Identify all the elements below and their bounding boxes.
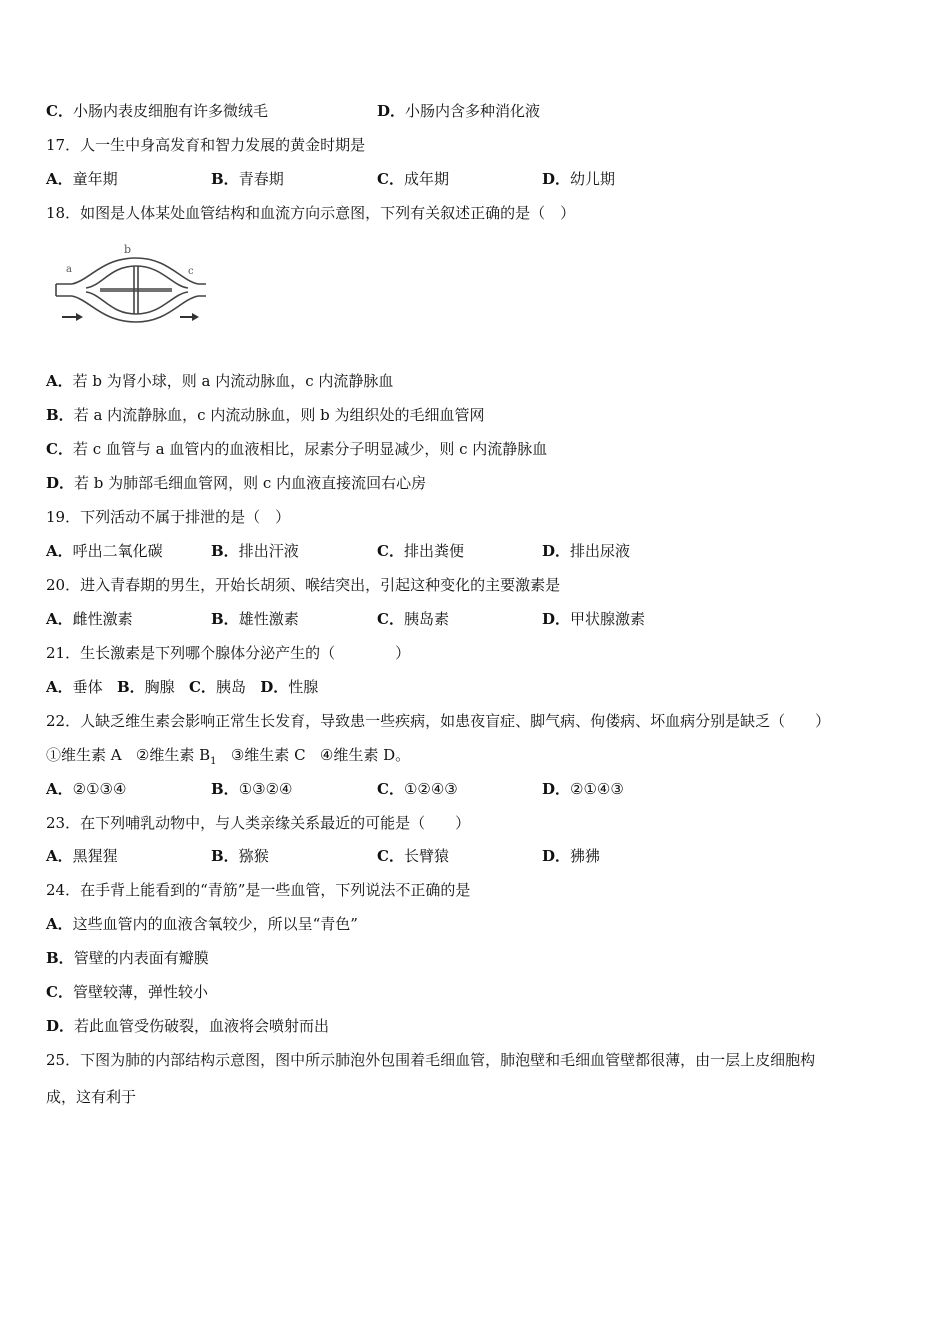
q16-option-c (46, 101, 268, 121)
option-text: 雄性激素 (238, 610, 299, 628)
option-label: A． (46, 678, 73, 696)
blood-vessel-diagram (50, 240, 210, 332)
q17-option-c (377, 169, 449, 189)
label-a: a (66, 264, 72, 275)
option-label: B． (211, 847, 239, 865)
vitamin-d: ④维生素 D。 (319, 746, 411, 764)
option-label: D． (542, 780, 571, 798)
vitamin-b-text: ②维生素 B (135, 746, 211, 764)
q22-option-b (211, 779, 292, 799)
vitamin-b1 (135, 746, 217, 767)
q20-stem: 20．进入青春期的男生，开始长胡须、喉结突出，引起这种变化的主要激素是 (46, 576, 561, 594)
option-text: 呼出二氧化碳 (72, 542, 163, 560)
option-label: B． (211, 780, 239, 798)
q17-option-d (542, 169, 615, 189)
option-text: 性腺 (288, 678, 319, 696)
option-text: 排出汗液 (238, 542, 299, 560)
option-text: ①②④③ (403, 780, 458, 798)
option-label: C． (46, 983, 73, 1001)
option-text: 排出尿液 (570, 542, 631, 560)
flow-arrow-out (180, 313, 199, 321)
q19-option-d (542, 541, 630, 561)
option-label: D． (260, 678, 289, 696)
option-text: ②①③④ (72, 780, 127, 798)
q22-option-c (377, 779, 458, 799)
q20-option-c (377, 609, 449, 629)
option-text: 若 b 为肾小球，则 a 内流动脉血，c 内流静脉血 (72, 372, 394, 390)
q19-option-b (211, 541, 299, 561)
option-text: 若此血管受伤破裂，血液将会喷射而出 (74, 1017, 330, 1035)
option-label: B． (211, 610, 239, 628)
option-label: C． (46, 440, 73, 458)
vessel-c (198, 284, 206, 296)
option-text: 黑猩猩 (72, 847, 118, 865)
option-text: 管壁的内表面有瓣膜 (73, 949, 209, 967)
option-label: C． (46, 102, 73, 120)
option-text: 成年期 (403, 170, 449, 188)
q23-stem: 23．在下列哺乳动物中，与人类亲缘关系最近的可能是（ ） (46, 814, 471, 832)
q17-stem: 17．人一生中身高发育和智力发展的黄金时期是 (46, 136, 366, 154)
q18-option-c (46, 439, 547, 459)
q19-option-c (377, 541, 464, 561)
option-text: 垂体 (72, 678, 103, 696)
option-text: ②①④③ (570, 780, 624, 798)
q24-stem: 24．在手背上能看到的“青筋”是一些血管，下列说法不正确的是 (46, 881, 471, 899)
option-label: C． (377, 780, 404, 798)
option-label: B． (46, 406, 74, 424)
vitamin-c: ③维生素 C (230, 746, 306, 764)
option-label: A． (46, 170, 73, 188)
q18-option-b (46, 405, 484, 425)
q17-option-b (211, 169, 284, 189)
option-text: 若 a 内流静脉血，c 内流动脉血，则 b 为组织处的毛细血管网 (73, 406, 485, 424)
q17-option-a (46, 169, 118, 189)
option-text: 猕猴 (238, 847, 269, 865)
option-text: 管壁较薄，弹性较小 (72, 983, 208, 1001)
option-label: D． (542, 610, 571, 628)
option-label: A． (46, 847, 73, 865)
vitamin-a: ①维生素 A (46, 746, 122, 764)
option-text: 若 c 血管与 a 血管内的血液相比，尿素分子明显减少，则 c 内流静脉血 (72, 440, 548, 458)
label-c: c (188, 266, 194, 277)
vessel-b-outer (72, 258, 198, 284)
option-text: 胰岛 (215, 678, 246, 696)
option-label: D． (542, 847, 571, 865)
q23-option-a (46, 846, 118, 866)
option-label: C． (377, 170, 404, 188)
option-label: A． (46, 780, 73, 798)
option-label: C． (377, 610, 404, 628)
q16-option-d (377, 101, 540, 121)
q23-option-c (377, 846, 449, 866)
q22-option-a (46, 779, 126, 799)
q22-option-d (542, 779, 624, 799)
q19-stem: 19．下列活动不属于排泄的是（ ） (46, 508, 291, 526)
option-label: D． (542, 170, 571, 188)
option-label: C． (377, 847, 404, 865)
option-label: A． (46, 542, 73, 560)
option-text: 童年期 (72, 170, 118, 188)
q24-option-c (46, 982, 208, 1002)
option-label: D． (542, 542, 571, 560)
option-text: 排出粪便 (403, 542, 464, 560)
option-label: B． (211, 170, 239, 188)
option-label: B． (46, 949, 74, 967)
q21-stem: 21．生长激素是下列哪个腺体分泌产生的（ ） (46, 644, 411, 662)
option-label: A． (46, 372, 73, 390)
vessel-a (56, 284, 72, 296)
q24-option-b (46, 948, 209, 968)
option-text: 狒狒 (570, 847, 601, 865)
option-label: B． (211, 542, 239, 560)
q23-option-b (211, 846, 269, 866)
option-text: 雌性激素 (72, 610, 133, 628)
q18-stem: 18．如图是人体某处血管结构和血流方向示意图，下列有关叙述正确的是（ ） (46, 204, 576, 222)
q22-stem: 22．人缺乏维生素会影响正常生长发育，导致患一些疾病，如患夜盲症、脚气病、佝偻病、坏血病分别是缺乏（ ） (46, 712, 831, 730)
option-text: 小肠内含多种消化液 (405, 102, 541, 120)
q18-option-a (46, 371, 393, 391)
q21-options (46, 677, 318, 697)
q25-stem-line1: 25．下图为肺的内部结构示意图，图中所示肺泡外包围着毛细血管，肺泡壁和毛细血管壁都很薄，由一层上皮细胞构 (46, 1051, 816, 1069)
option-text: 青春期 (238, 170, 284, 188)
option-text: ①③②④ (238, 780, 293, 798)
option-label: B． (116, 678, 145, 696)
option-label: D． (377, 102, 406, 120)
option-label: C． (377, 542, 404, 560)
option-label: D． (46, 474, 75, 492)
q25-stem-line2: 成，这有利于 (46, 1088, 137, 1106)
option-label: D． (46, 1017, 75, 1035)
option-text: 若 b 为肺部毛细血管网，则 c 内血液直接流回右心房 (74, 474, 427, 492)
option-text: 胰岛素 (403, 610, 449, 628)
option-label: C． (188, 678, 216, 696)
q23-option-d (542, 846, 600, 866)
option-text: 甲状腺激素 (570, 610, 646, 628)
q20-option-a (46, 609, 133, 629)
option-label: A． (46, 915, 73, 933)
flow-arrow-in (62, 313, 83, 321)
option-label: A． (46, 610, 73, 628)
q19-option-a (46, 541, 163, 561)
q20-option-b (211, 609, 299, 629)
q24-option-a (46, 914, 358, 934)
label-b: b (124, 243, 132, 256)
option-text: 小肠内表皮细胞有许多微绒毛 (72, 102, 268, 120)
option-text: 胸腺 (144, 678, 175, 696)
option-text: 长臂猿 (403, 847, 449, 865)
option-text: 这些血管内的血液含氧较少，所以呈“青色” (72, 915, 358, 933)
q22-vitamin-list (46, 745, 410, 772)
vitamin-b-subscript: 1 (210, 756, 217, 767)
q20-option-d (542, 609, 645, 629)
q18-option-d (46, 473, 426, 493)
option-text: 幼儿期 (570, 170, 616, 188)
q24-option-d (46, 1016, 329, 1036)
